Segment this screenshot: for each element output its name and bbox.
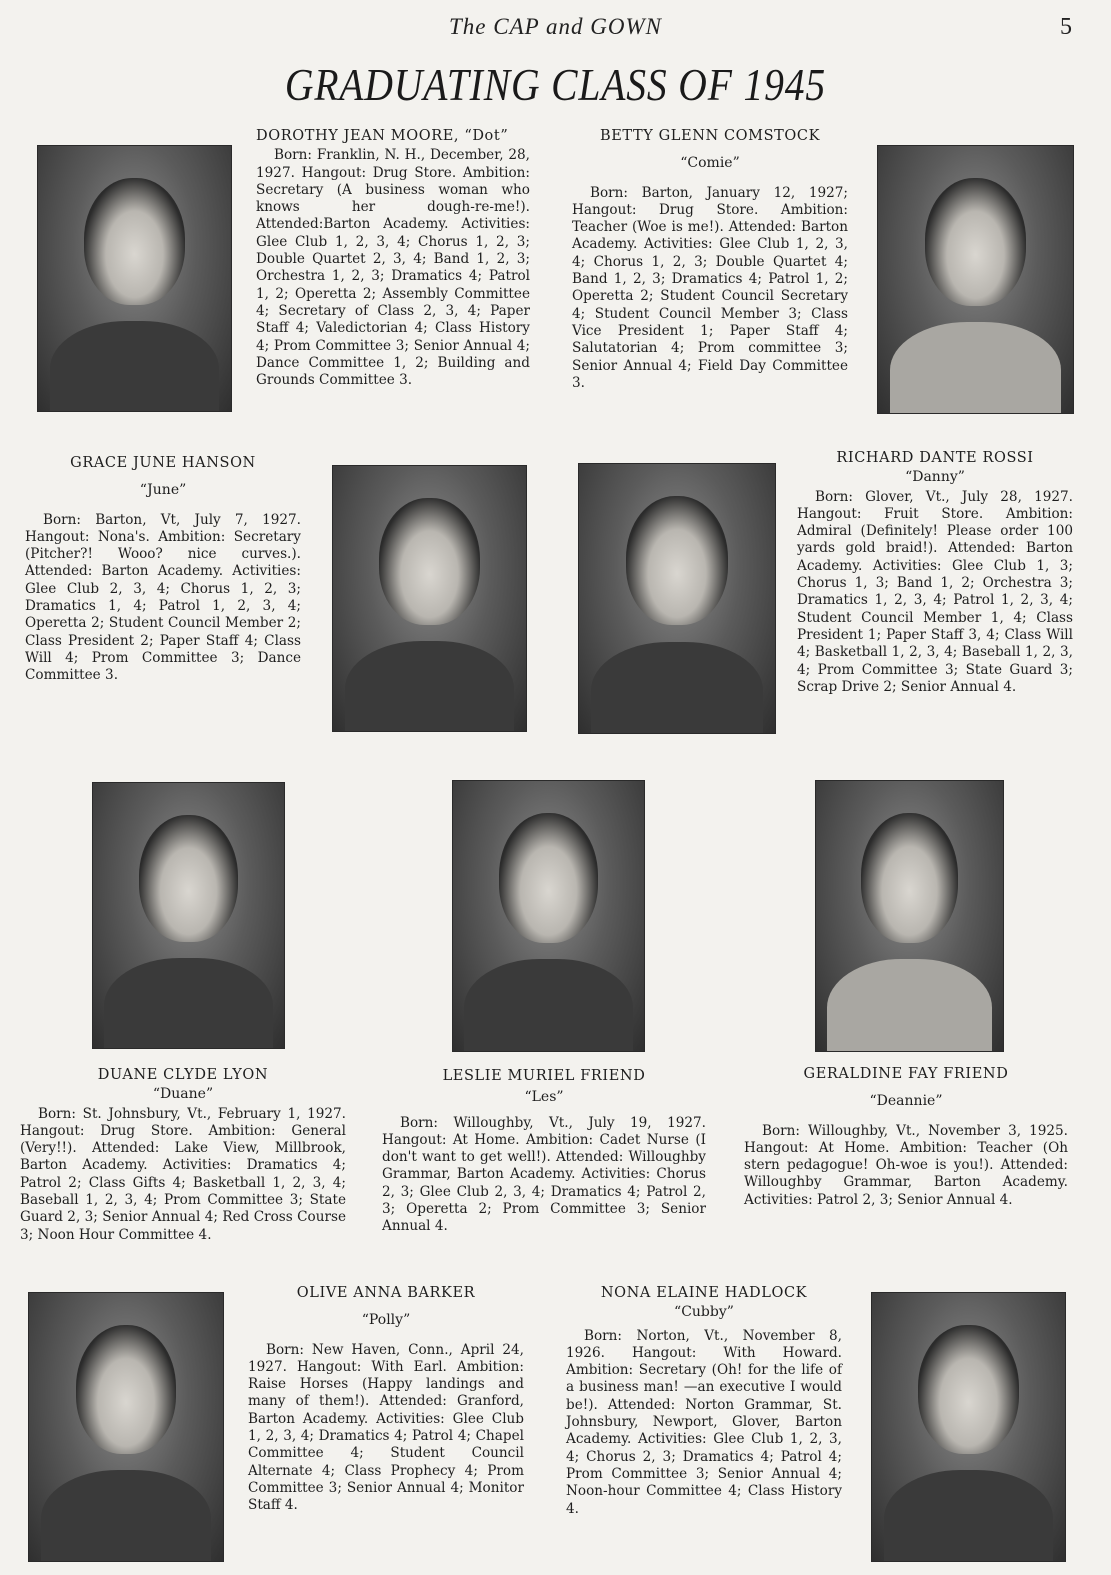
student-entry	[572, 128, 848, 392]
student-entry	[797, 450, 1073, 696]
student-photo	[871, 1292, 1066, 1562]
student-nickname: “Les”	[524, 1089, 564, 1106]
student-photo	[28, 1292, 224, 1562]
student-name: NONA ELAINE HADLOCK	[600, 1285, 808, 1301]
student-bio: Born: New Haven, Conn., April 24, 1927. Hangout: With Earl. Ambition: Raise Horses (Happy landings and many of them!). Attended: Granford, Barton Academy. Activities: Glee Club 1, 2, 3, 4; Dramatics 4; Patrol 4; Chapel Committee 4; Student Council Alternate 4; Class Prophecy 4; Prom Committee 3; Senior Annual 4; Monitor Staff 4.	[248, 1341, 524, 1514]
student-bio: Born: Willoughby, Vt., July 19, 1927. Hangout: At Home. Ambition: Cadet Nurse (I don't want to get well!). Attended: Willoughby Grammar, Barton Academy. Activities: Chorus 2, 3; Glee Club 2, 3, 4; Dramatics 4; Patrol 2, 3; Operetta 2; Prom Committee 3; Senior Annual 4.	[382, 1114, 706, 1235]
student-entry	[382, 1068, 706, 1236]
student-nickname: “Deannie”	[869, 1093, 943, 1110]
student-nickname: “Polly”	[361, 1312, 411, 1329]
student-entry	[744, 1066, 1068, 1209]
student-bio: Born: Barton, Vt, July 7, 1927. Hangout: Nona's. Ambition: Secretary (Pitcher?! Wooo? nice curves.). Attended: Barton Academy. Activities: Glee Club 2, 3, 4; Chorus 1, 2, 3; Dramatics 1, 4; Patrol 1, 2, 3, 4; Operetta 2; Student Council Member 2; Class President 2; Paper Staff 4; Class Will 4; Prom Committee 3; Dance Committee 3.	[25, 511, 301, 684]
student-bio: Born: Glover, Vt., July 28, 1927. Hangout: Fruit Store. Ambition: Admiral (Definitely! Please order 100 yards gold braid!). Attended: Barton Academy. Activities: Glee Club 1, 3; Chorus 1, 3; Band 1, 2; Orchestra 3; Dramatics 1, 2, 3, 4; Patrol 1, 2, 3, 4; Student Council Member 1, 4; Class President 1; Paper Staff 3, 4; Class Will 4; Basketball 1, 2, 3, 4; Baseball 1, 2, 3, 4; Prom Committee 3; State Guard 3; Scrap Drive 2; Senior Annual 4.	[797, 488, 1073, 695]
student-name: OLIVE ANNA BARKER	[296, 1285, 476, 1301]
student-bio: Born: Willoughby, Vt., November 3, 1925. Hangout: At Home. Ambition: Teacher (Oh stern pedagogue! Oh-woe is you!). Attended: Willoughby Grammar, Barton Academy. Activities: Patrol 2, 3; Senior Annual 4.	[744, 1122, 1068, 1208]
student-name: LESLIE MURIEL FRIEND	[442, 1068, 646, 1084]
student-bio: Born: Norton, Vt., November 8, 1926. Hangout: With Howard. Ambition: Secretary (Oh! for the life of a business man! —an executive I would be!). Attended: Norton Grammar, St. Johnsbury, Newport, Glover, Barton Academy. Activities: Glee Club 1, 2, 3, 4; Chorus 2, 3; Dramatics 4; Patrol 4; Prom Committee 3; Senior Annual 4; Noon-hour Committee 4; Class History 4.	[566, 1327, 842, 1517]
student-entry	[566, 1285, 842, 1518]
student-entry	[20, 1067, 346, 1244]
student-photo	[332, 465, 527, 732]
student-bio: Born: St. Johnsbury, Vt., February 1, 1927. Hangout: Drug Store. Ambition: General (Very!!). Attended: Lake View, Millbrook, Barton Academy. Activities: Dramatics 4; Patrol 2; Class Gifts 4; Basketball 1, 2, 3, 4; Baseball 1, 2, 3, 4; Prom Committee 3; State Guard 2, 3; Senior Annual 4; Red Cross Course 3; Noon Hour Committee 4.	[20, 1105, 346, 1243]
student-nickname: “Duane”	[152, 1086, 214, 1103]
student-entry	[248, 1285, 524, 1515]
student-photo	[452, 780, 645, 1052]
student-photo	[92, 782, 285, 1049]
student-nickname: “Cubby”	[674, 1304, 734, 1321]
student-name: RICHARD DANTE ROSSI	[836, 450, 1034, 466]
student-nickname: “June”	[139, 482, 187, 499]
page-title: GRADUATING CLASS OF 1945	[284, 59, 827, 110]
student-photo	[877, 145, 1074, 414]
student-photo	[578, 463, 776, 734]
student-name: GRACE JUNE HANSON	[70, 455, 256, 471]
student-bio: Born: Barton, January 12, 1927; Hangout: Drug Store. Ambition: Teacher (Woe is me!). Attended: Barton Academy. Activities: Glee Club 1, 2, 3, 4; Chorus 1, 2, 3; Double Quartet 4; Band 1, 2, 3; Dramatics 4; Patrol 1, 2; Operetta 2; Student Council Secretary 4; Student Council Member 3; Class Vice President 1; Paper Staff 4; Salutatorian 4; Prom committee 3; Senior Annual 4; Field Day Committee 3.	[572, 184, 848, 391]
student-nickname: “Danny”	[905, 469, 965, 486]
student-photo	[37, 145, 232, 412]
student-name: DUANE CLYDE LYON	[97, 1067, 269, 1083]
student-photo	[815, 780, 1004, 1052]
student-bio: Born: Franklin, N. H., December, 28, 1927. Hangout: Drug Store. Ambition: Secretary (A business woman who knows her dough-re-me!). Attended:Barton Academy. Activities: Glee Club 1, 2, 3, 4; Chorus 1, 2, 3; Double Quartet 2, 3, 4; Band 1, 2, 3; Orchestra 1, 2, 3; Dramatics 4; Patrol 1, 2; Operetta 2; Assembly Committee 4; Secretary of Class 2, 3, 4; Paper Staff 4; Valedictorian 4; Class History 4; Prom Committee 3; Senior Annual 4; Dance Committee 1, 2; Building and Grounds Committee 3.	[256, 147, 530, 389]
student-name: DOROTHY JEAN MOORE, “Dot”	[256, 128, 509, 144]
student-entry	[256, 128, 530, 389]
student-nickname: “Comie”	[680, 155, 740, 172]
publication-title: The CAP and GOWN	[449, 14, 662, 39]
student-entry	[25, 455, 301, 685]
student-name: BETTY GLENN COMSTOCK	[599, 128, 821, 144]
student-name: GERALDINE FAY FRIEND	[803, 1066, 1009, 1082]
page-number: 5	[1060, 14, 1072, 40]
